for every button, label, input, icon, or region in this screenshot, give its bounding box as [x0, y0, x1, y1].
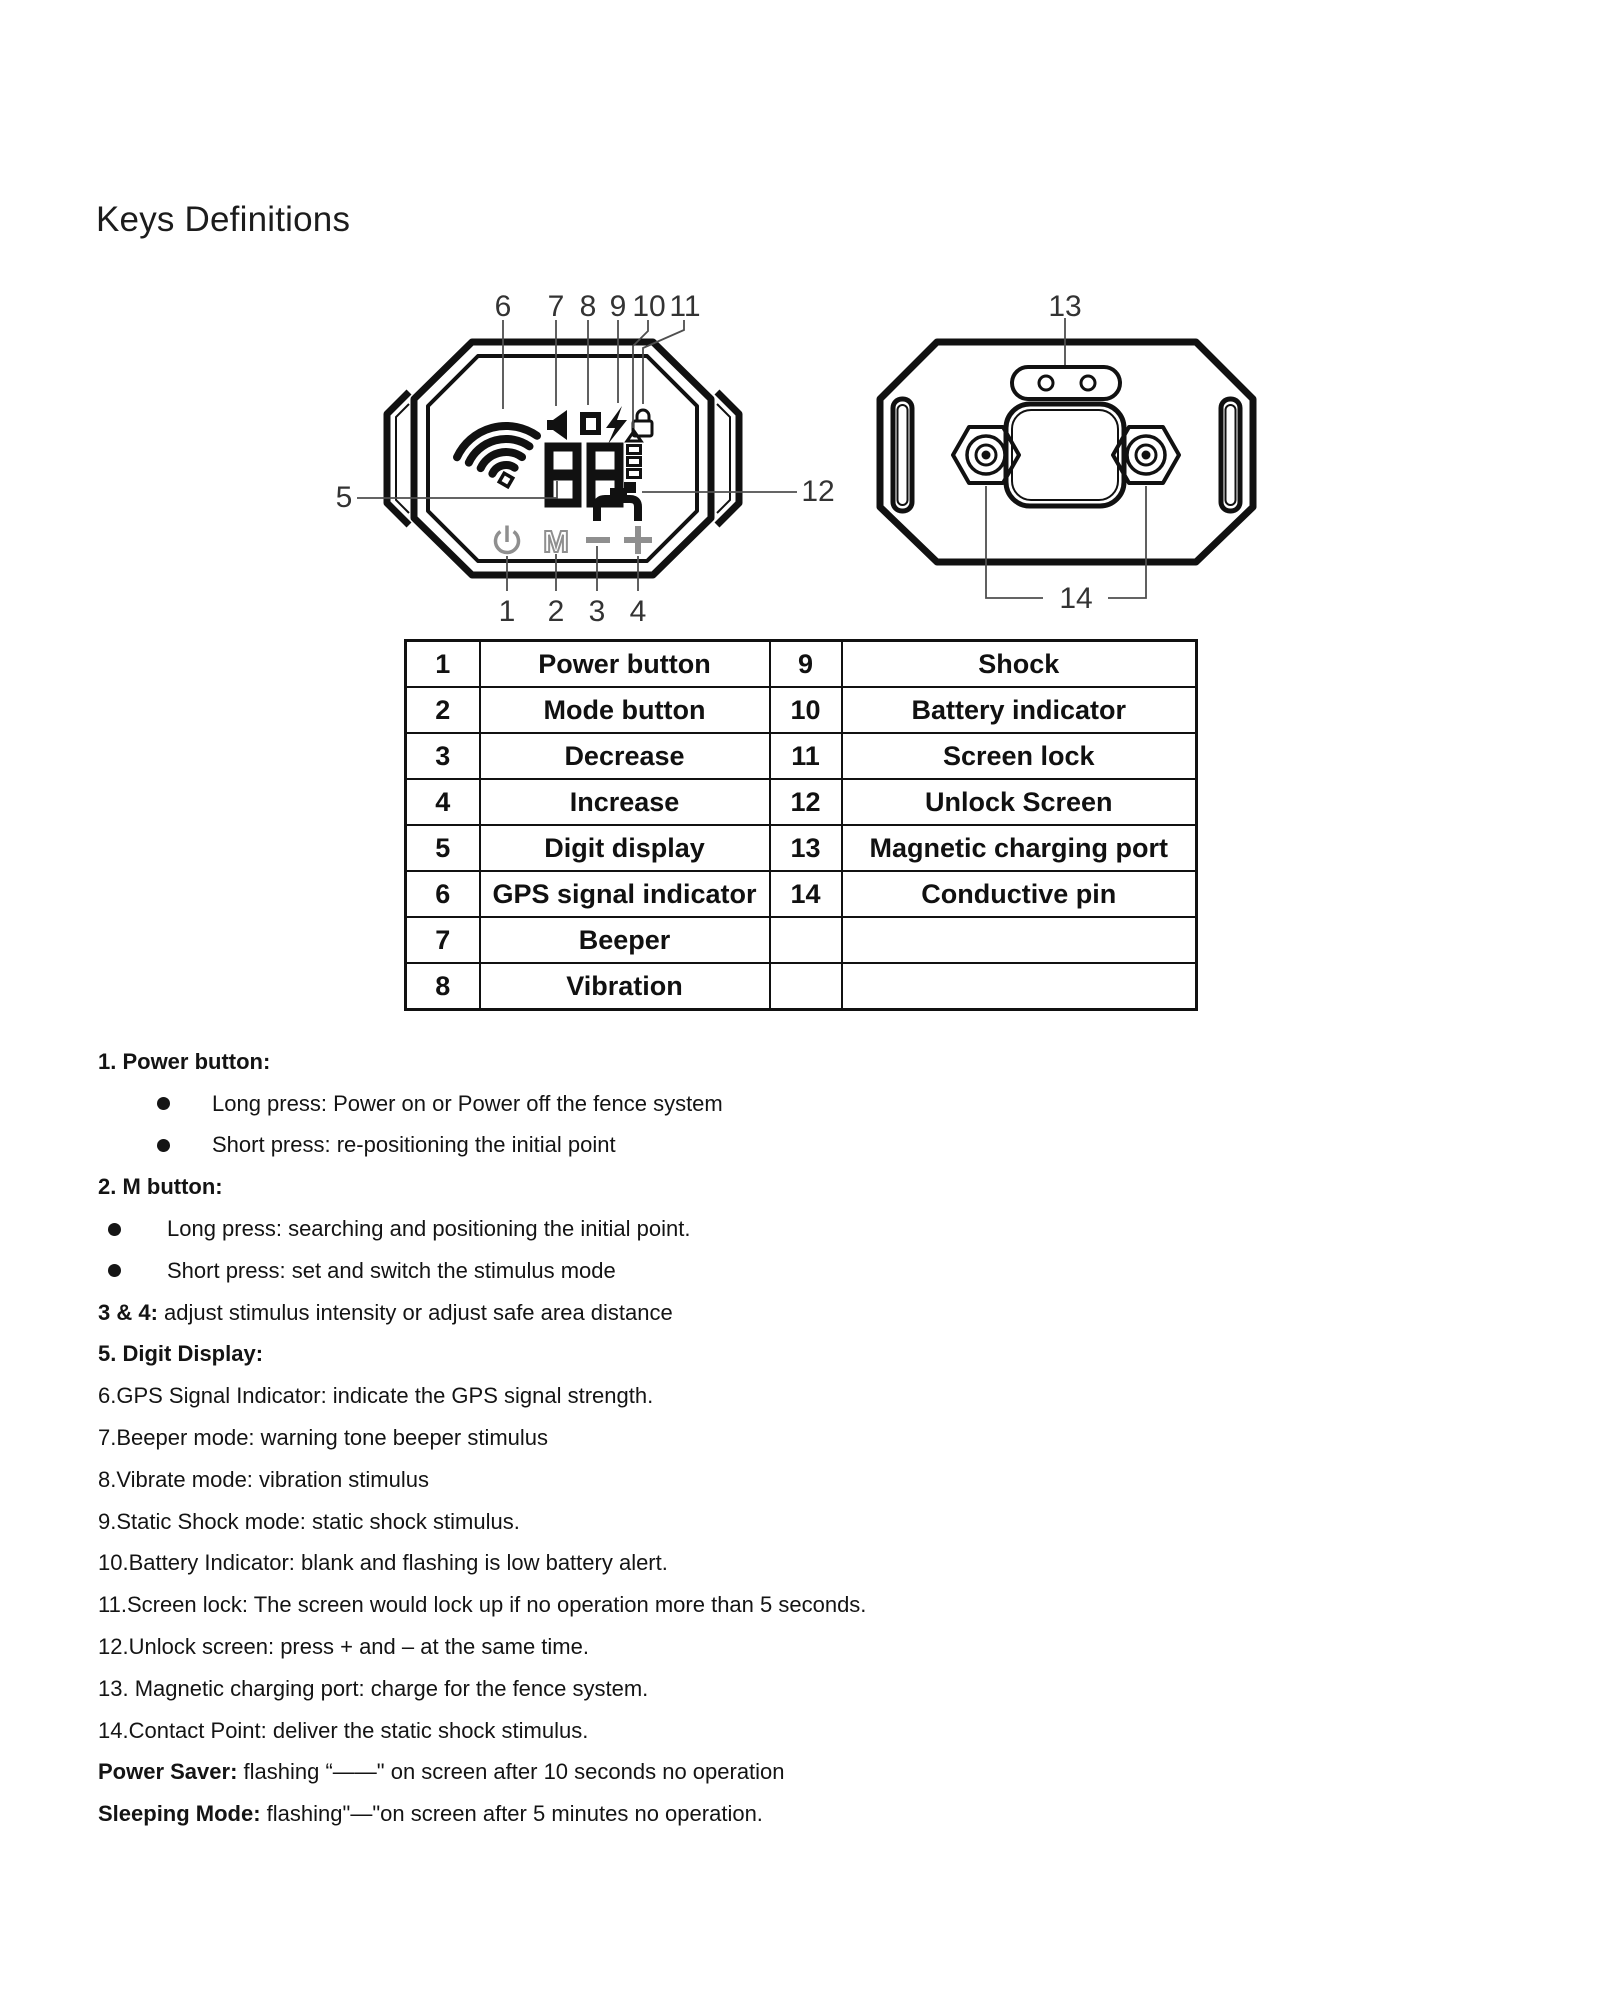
- keys-table: [404, 639, 1198, 1011]
- right-grip-inner: [717, 404, 730, 513]
- table-cell: Battery indicator: [842, 687, 1197, 733]
- text-line: Long press: searching and positioning the initial point.: [98, 1208, 1498, 1250]
- text-line: Long press: Power on or Power off the fence system: [98, 1083, 1498, 1125]
- text-line: 1. Power button:: [98, 1048, 271, 1074]
- left-slot: [893, 399, 912, 511]
- table-cell: Digit display: [480, 825, 770, 871]
- callout-8: 8: [579, 290, 597, 323]
- table-cell: [770, 963, 842, 1010]
- table-cell: Conductive pin: [842, 871, 1197, 917]
- table-row: [406, 917, 1197, 963]
- table-cell: 14: [770, 871, 842, 917]
- gps-signal-icon: [452, 417, 548, 497]
- left-slot-inner: [898, 405, 908, 505]
- table-cell: [842, 917, 1197, 963]
- collar-front-view: [387, 342, 739, 575]
- magnetic-charging-port: [1012, 367, 1120, 399]
- callout-4: 4: [629, 595, 647, 628]
- table-cell: Screen lock: [842, 733, 1197, 779]
- callout-11: 11: [669, 290, 701, 323]
- table-cell: 2: [406, 687, 480, 733]
- text-line: 14.Contact Point: deliver the static shock stimulus.: [98, 1717, 589, 1743]
- vibration-icon: [580, 412, 601, 435]
- conductive-pin-left: [953, 427, 1019, 483]
- table-cell: 11: [770, 733, 842, 779]
- callout-7: 7: [547, 290, 565, 323]
- device-outline: [880, 342, 1253, 562]
- table-cell: Beeper: [480, 917, 770, 963]
- text-line: 8.Vibrate mode: vibration stimulus: [98, 1466, 429, 1492]
- increase-icon: [624, 526, 652, 554]
- table-cell: [770, 917, 842, 963]
- text-line: 12.Unlock screen: press + and – at the same time.: [98, 1634, 589, 1660]
- table-row: [406, 641, 1197, 688]
- callout-13: 13: [1048, 290, 1082, 323]
- text-line: 3 & 4: adjust stimulus intensity or adjust safe area distance: [98, 1299, 673, 1325]
- table-row: [406, 963, 1197, 1010]
- callout-3: 3: [588, 595, 606, 628]
- table-cell: [842, 963, 1197, 1010]
- text-line: Short press: re-positioning the initial point: [98, 1125, 1498, 1167]
- callout-6: 6: [494, 290, 512, 323]
- shock-icon: [606, 406, 627, 444]
- callout-1: 1: [498, 595, 516, 628]
- keys-diagram: [250, 280, 1310, 630]
- page-title: Keys Definitions: [96, 200, 351, 239]
- table-cell: 8: [406, 963, 480, 1010]
- bullet-icon: [157, 1097, 170, 1110]
- text-line: 9.Static Shock mode: static shock stimulus.: [98, 1508, 520, 1534]
- callout-5: 5: [335, 481, 353, 514]
- table-cell: Unlock Screen: [842, 779, 1197, 825]
- power-button-icon: [495, 526, 518, 553]
- table-cell: Magnetic charging port: [842, 825, 1197, 871]
- table-cell: 10: [770, 687, 842, 733]
- text-line: 11.Screen lock: The screen would lock up if no operation more than 5 seconds.: [98, 1592, 867, 1618]
- bullet-icon: [108, 1223, 121, 1236]
- table-cell: 1: [406, 641, 480, 688]
- text-line: 7.Beeper mode: warning tone beeper stimulus: [98, 1425, 549, 1451]
- collar-back-view: [880, 342, 1253, 562]
- table-cell: 6: [406, 871, 480, 917]
- text-line: 10.Battery Indicator: blank and flashing is low battery alert.: [98, 1550, 668, 1576]
- battery-indicator-icon: [627, 431, 641, 478]
- table-cell: Increase: [480, 779, 770, 825]
- digit-display: [549, 447, 619, 503]
- right-slot: [1221, 399, 1240, 511]
- callout-12: 12: [801, 475, 835, 508]
- definitions-text: [98, 1041, 1498, 1835]
- table-cell: 3: [406, 733, 480, 779]
- table-row: [406, 871, 1197, 917]
- table-cell: 4: [406, 779, 480, 825]
- right-grip: [717, 392, 739, 525]
- callout-2: 2: [547, 595, 565, 628]
- table-cell: Vibration: [480, 963, 770, 1010]
- table-cell: 12: [770, 779, 842, 825]
- table-cell: Decrease: [480, 733, 770, 779]
- table-row: [406, 779, 1197, 825]
- text-line: Power Saver: flashing “——" on screen after 10 seconds no operation: [98, 1759, 785, 1785]
- left-grip-inner: [396, 404, 409, 513]
- table-cell: Shock: [842, 641, 1197, 688]
- table-cell: 7: [406, 917, 480, 963]
- callout-14: 14: [1059, 582, 1093, 615]
- callout-9: 9: [609, 290, 627, 323]
- back-plate-inner: [1012, 410, 1118, 500]
- text-line: 2. M button:: [98, 1174, 223, 1200]
- table-cell: 9: [770, 641, 842, 688]
- callout-10: 10: [632, 290, 666, 323]
- table-cell: Power button: [480, 641, 770, 688]
- text-line: 5. Digit Display:: [98, 1341, 264, 1367]
- mode-button-label: M: [543, 524, 569, 559]
- bullet-icon: [108, 1264, 121, 1277]
- table-cell: Mode button: [480, 687, 770, 733]
- bullet-icon: [157, 1139, 170, 1152]
- table-row: [406, 825, 1197, 871]
- text-line: 13. Magnetic charging port: charge for the fence system.: [98, 1675, 649, 1701]
- table-cell: 5: [406, 825, 480, 871]
- table-cell: 13: [770, 825, 842, 871]
- right-slot-inner: [1226, 405, 1236, 505]
- beeper-icon: [547, 410, 567, 440]
- table-cell: GPS signal indicator: [480, 871, 770, 917]
- text-line: 6.GPS Signal Indicator: indicate the GPS signal strength.: [98, 1383, 654, 1409]
- left-grip: [387, 392, 409, 525]
- back-plate-outer: [1006, 404, 1124, 506]
- table-row: [406, 733, 1197, 779]
- text-line: Sleeping Mode: flashing"—"on screen after 5 minutes no operation.: [98, 1801, 763, 1827]
- table-row: [406, 687, 1197, 733]
- text-line: Short press: set and switch the stimulus mode: [98, 1250, 1498, 1292]
